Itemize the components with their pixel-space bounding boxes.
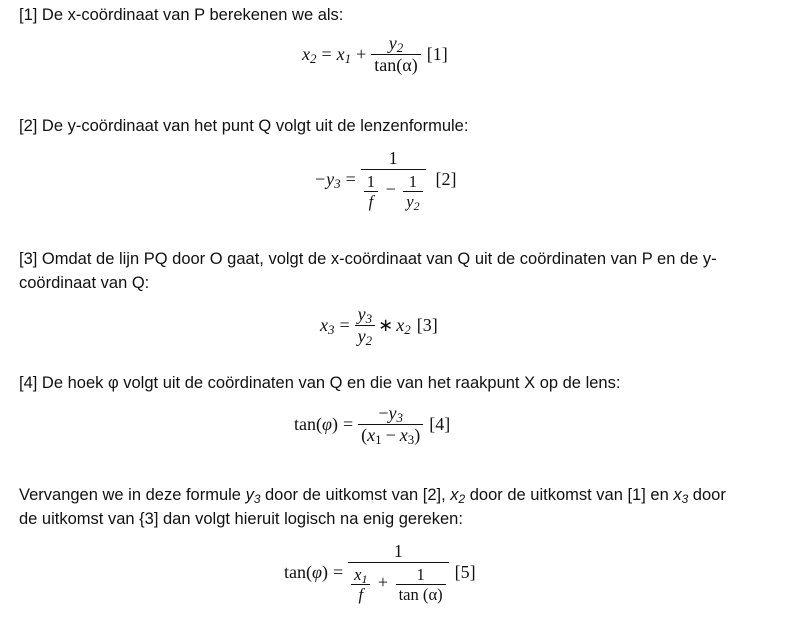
equation-tag-5: [5] bbox=[454, 561, 476, 582]
fraction-x1-over-f: $\frac{x_1}{f}$ bbox=[351, 565, 370, 604]
x1-term: $x_1$ bbox=[336, 43, 352, 66]
times-sign: ∗ bbox=[378, 314, 394, 335]
fraction-1-over-tan: $\frac{1}{\tan (\alpha)}$ bbox=[396, 565, 446, 604]
formula-3 bbox=[320, 304, 438, 346]
tan-phi-lhs: tan(φ) bbox=[294, 413, 338, 434]
y3-inline: $y_3$ bbox=[245, 486, 261, 506]
x2-inline: $x_2$ bbox=[450, 486, 466, 506]
x2-lhs: $x_2$ bbox=[302, 43, 317, 66]
formula-4 bbox=[294, 403, 450, 445]
fraction-y2-over-tan: $\frac{y_2}{\tan(\alpha)}$ bbox=[371, 33, 420, 75]
step-2-text: [2] De y-coördinaat van het punt Q volgt uit de lenzenformule: bbox=[19, 117, 469, 135]
plus-sign: + bbox=[356, 43, 367, 64]
compound-fraction: 1 $\frac{1}{f}$ − $\frac{1}{y_2}$ bbox=[361, 148, 426, 211]
compound-fraction: 1 $\frac{x_1}{f}$ + $\frac{1}{\tan (\alpha)}$ bbox=[348, 541, 449, 604]
step-4-text: [4] De hoek φ volgt uit de coördinaten van Q en die van het raakpunt X op de lens: bbox=[19, 374, 621, 392]
equals-sign: = bbox=[321, 43, 332, 64]
equals-sign: = bbox=[332, 561, 344, 582]
fraction-1-over-y2: $\frac{1}{y_2}$ bbox=[403, 172, 422, 211]
step-5-text: Vervangen we in deze formule $y_3$ door de uitkomst van [2], $x_2$ door de uitkomst van [1] en $x_3$ door de uitkomst van {3] dan volgt hieruit logisch na enig gereken: bbox=[19, 486, 726, 528]
formula-1 bbox=[302, 33, 448, 75]
x3-inline: $x_3$ bbox=[673, 486, 689, 506]
equals-sign: = bbox=[345, 168, 356, 189]
fraction-1-over-f: $\frac{1}{f}$ bbox=[364, 172, 378, 211]
x3-lhs: $x_3$ bbox=[320, 314, 335, 337]
formula-5 bbox=[284, 541, 476, 604]
formula-2 bbox=[314, 148, 457, 211]
step-3-text: [3] Omdat de lijn PQ door O gaat, volgt de x-coördinaat van Q uit de coördinaten van P en de y-coördinaat van Q: bbox=[19, 250, 717, 292]
fraction-y3-over-diff: $\frac{-y_3}{(x_1 - x_3)}$ bbox=[358, 403, 423, 445]
equation-tag-2: [2] bbox=[435, 168, 457, 189]
fraction-y3-over-y2: $\frac{y_3}{y_2}$ bbox=[355, 304, 375, 346]
minus-y3-lhs: $-y_3$ bbox=[314, 168, 341, 192]
equals-sign: = bbox=[342, 413, 354, 434]
equation-tag-1: [1] bbox=[426, 43, 448, 64]
equation-tag-3: [3] bbox=[416, 314, 438, 335]
tan-phi-lhs: tan(φ) bbox=[284, 561, 328, 582]
equals-sign: = bbox=[339, 314, 350, 335]
equation-tag-4: [4] bbox=[429, 413, 451, 434]
x2-term: $x_2$ bbox=[396, 314, 411, 337]
step-1-text: [1] De x-coördinaat van P berekenen we als: bbox=[19, 6, 344, 24]
